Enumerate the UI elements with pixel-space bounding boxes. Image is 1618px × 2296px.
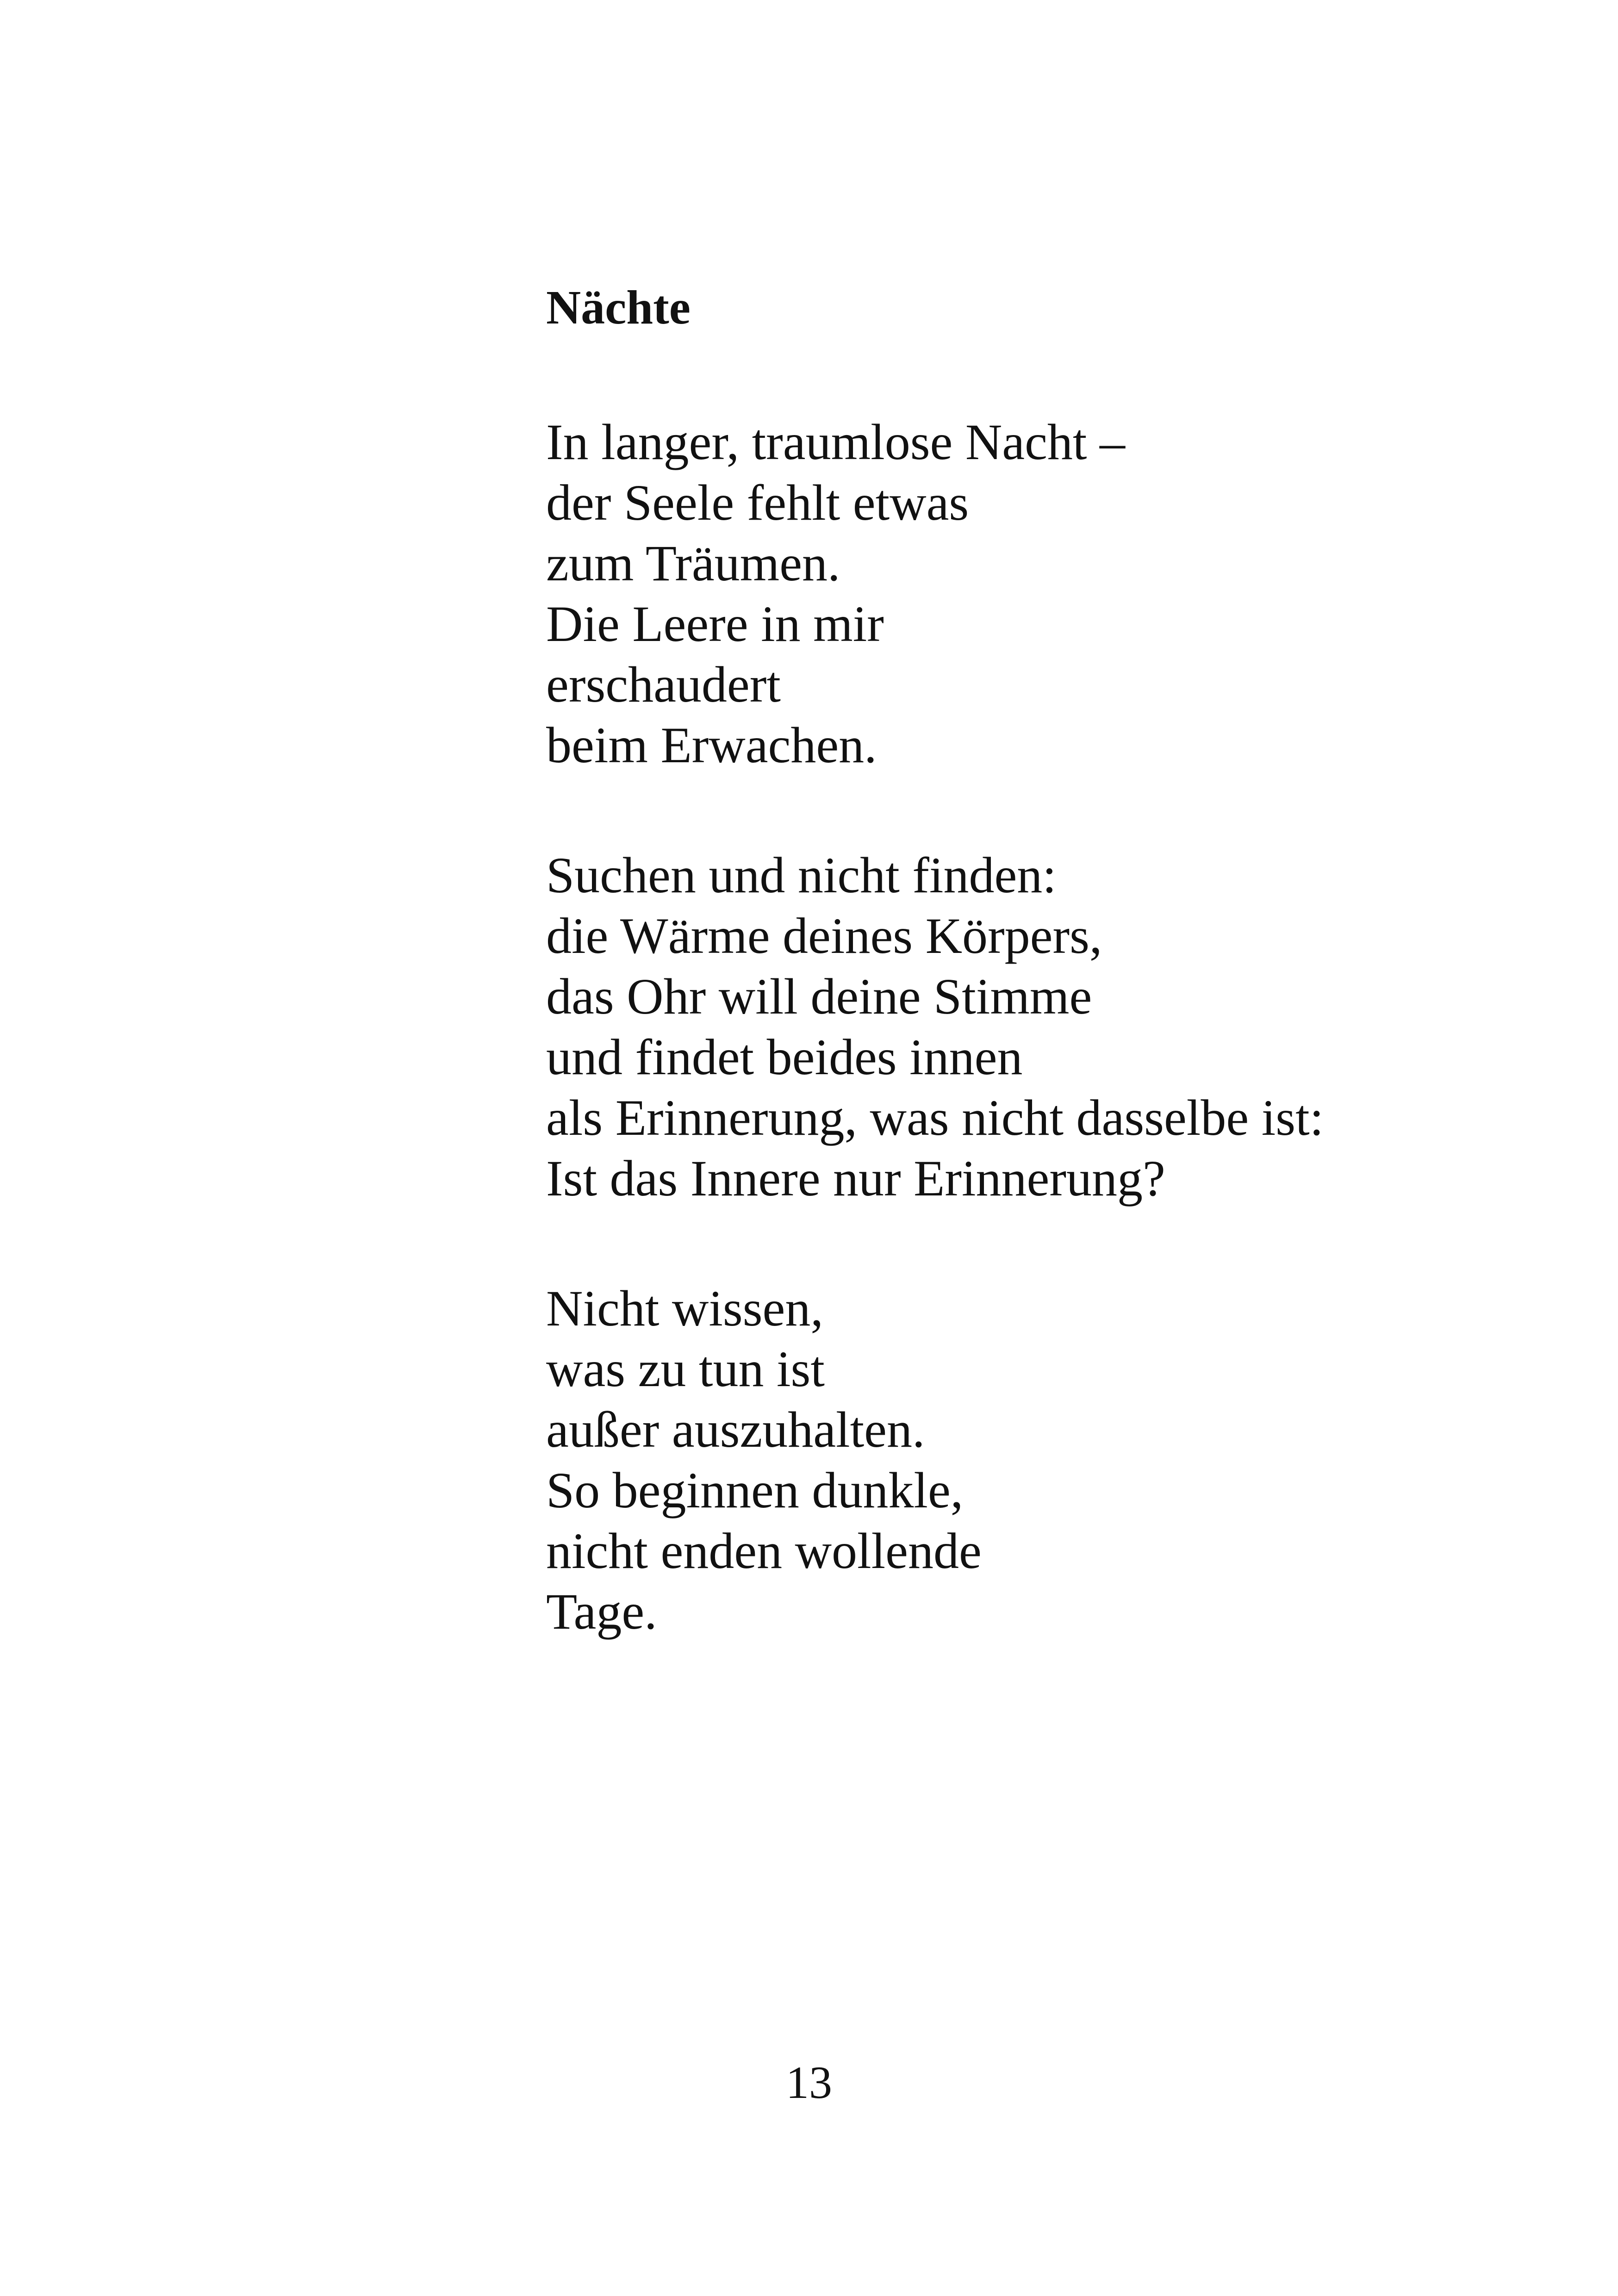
stanza-2-line-2: die Wärme deines Körpers, (546, 908, 1102, 964)
stanza-1 (546, 412, 1518, 776)
stanza-3-line-1: Nicht wissen, (546, 1280, 823, 1337)
page-number: 13 (786, 2057, 832, 2108)
stanza-1-line-2: der Seele fehlt etwas (546, 474, 969, 531)
poem-column (546, 278, 1518, 1642)
stanza-2-line-4: und findet beides innen (546, 1029, 1023, 1085)
poem-title: Nächte (546, 281, 691, 334)
stanza-3-line-6: Tage. (546, 1583, 657, 1640)
stanza-1-line-3: zum Träumen. (546, 535, 840, 591)
stanza-1-line-4: Die Leere in mir (546, 596, 884, 652)
stanza-2-line-6: Ist das Innere nur Erinnerung? (546, 1150, 1165, 1207)
stanza-3-line-2: was zu tun ist (546, 1341, 825, 1397)
stanza-2-line-3: das Ohr will deine Stimme (546, 968, 1092, 1025)
poem-body (546, 412, 1518, 1642)
stanza-2-line-1: Suchen und nicht finden: (546, 847, 1057, 903)
stanza-1-line-5: erschaudert (546, 656, 781, 713)
stanza-2 (546, 845, 1518, 1209)
stanza-1-line-6: beim Erwachen. (546, 717, 877, 773)
stanza-3-line-3: außer auszuhalten. (546, 1401, 925, 1458)
stanza-3-line-4: So beginnen dunkle, (546, 1462, 964, 1518)
stanza-2-line-5: als Erinnerung, was nicht dasselbe ist: (546, 1089, 1324, 1146)
stanza-3-line-5: nicht enden wollende (546, 1523, 982, 1579)
stanza-1-line-1: In langer, traumlose Nacht – (546, 414, 1125, 470)
stanza-3 (546, 1278, 1518, 1642)
